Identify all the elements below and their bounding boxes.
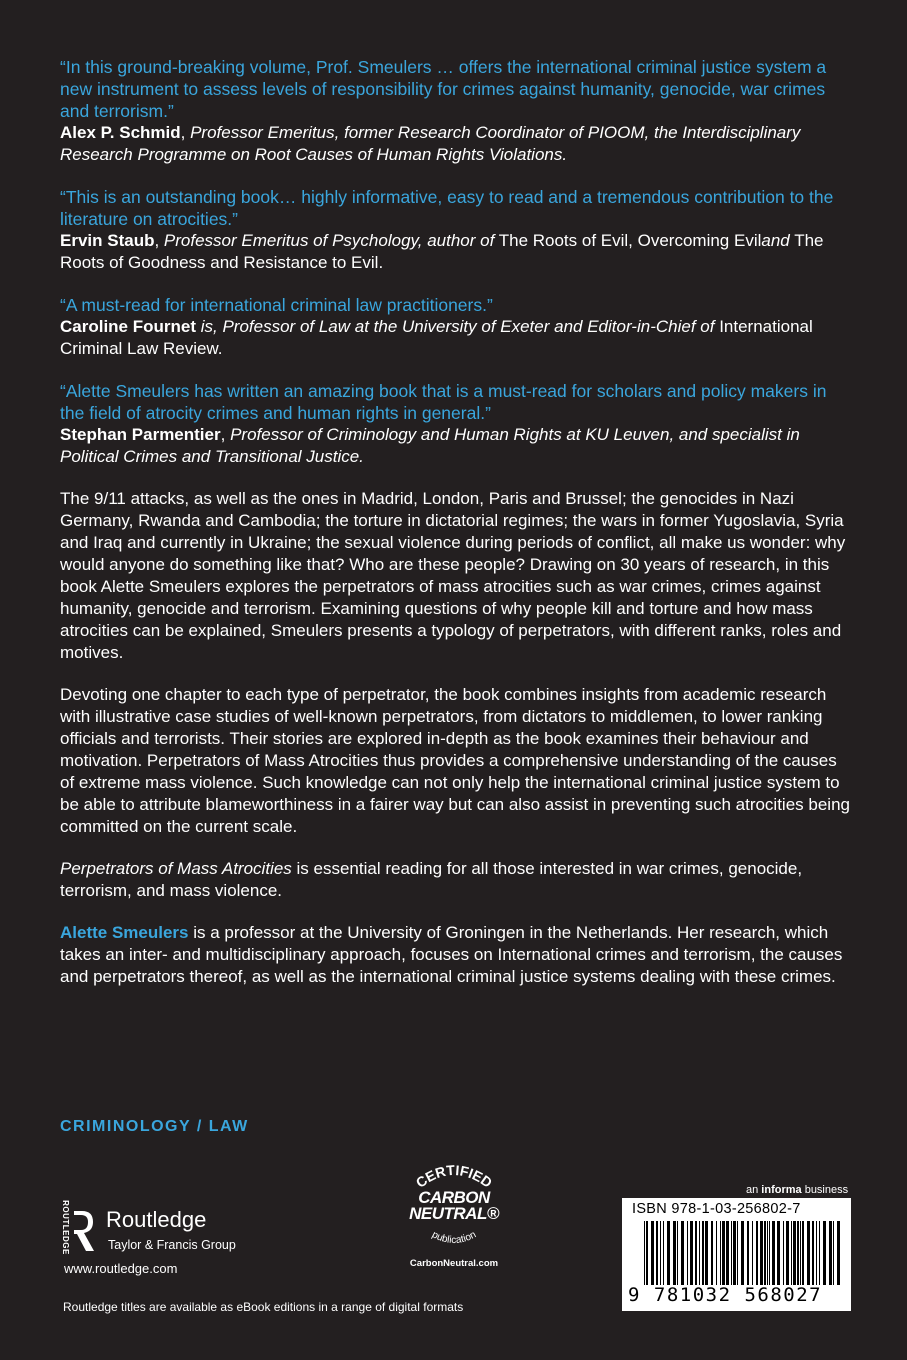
informa-business-tag [746,1184,848,1196]
reviewer-details-and: and [761,231,790,250]
author-bio-text: is a professor at the University of Groningen in the Netherlands. Her research, which takes an inter- and multidisciplinary approach, focuses on International crimes and terrorism, the causes and perpetrators thereof, as well as the international criminal justice systems dealing with these crimes. [60,923,843,986]
review-attribution: Alex P. Schmid, Professor Emeritus, former Research Coordinator of PIOOM, the Interdisciplinary Research Programme on Root Causes of Human Rights Violations. [60,123,801,164]
barcode-bar [646,1221,648,1285]
barcode-bar [786,1221,789,1285]
review-quote: “Alette Smeulers has written an amazing book that is a must-read for scholars and policy makers in the field of atrocity crimes and human rights in general.” [60,381,827,423]
barcode-bar [720,1221,721,1285]
isbn-label: ISBN 978-1-03-256802-7 [632,1201,801,1217]
reviewer-details: Professor Emeritus of Psychology, author of [163,231,495,250]
back-cover-content [60,56,850,988]
blurb-paragraph-2: Devoting one chapter to each type of perpetrator, the book combines insights from academic research with illustrative case studies of well-known perpetrators, from dictators to middlemen, to lower ranking officials and terrorists. Their stories are explored in-depth as the book examines their behaviour and motivation. Perpetrators of Mass Atrocities thus provides a comprehensive understanding of the causes of extreme mass violence. Such knowledge can not only help the international criminal justice system to be able to attribute blameworthiness in a fairer way but can also assist in preventing such atrocities being committed on the current scale. [60,685,850,836]
barcode-bar [644,1221,645,1285]
svg-text:publication [430,1229,478,1246]
barcode-bar [651,1221,654,1285]
author-name: Alette Smeulers [60,923,189,942]
publication-text: publication [429,1229,479,1247]
isbn-barcode [622,1198,851,1311]
review-attribution: Ervin Staub, Professor Emeritus of Psychology, author of The Roots of Evil, Overcoming Eviland The Roots of Goodness and Resistance to Evil. [60,231,824,272]
barcode-bar [656,1221,658,1285]
barcode-bar [663,1221,664,1285]
review-quote: “In this ground-breaking volume, Prof. Smeulers … offers the international criminal justice system a new instrument to assess levels of responsibility for crimes against humanity, genocide, war crimes and terrorism.” [60,57,827,121]
informa-prefix: an [746,1184,762,1196]
barcode-bar [816,1221,817,1285]
barcode-bar [737,1221,738,1285]
ebook-note: Routledge titles are available as eBook editions in a range of digital formats [63,1300,464,1314]
barcode-bar [823,1221,826,1285]
journal-title: International Criminal Law Review. [60,317,813,358]
certified-text: CERTIFIED [412,1161,496,1191]
reviewer-name: Ervin Staub [60,231,155,250]
barcode-bar [702,1221,704,1285]
barcode-bar [837,1221,840,1285]
barcode-bar [819,1221,820,1285]
reviewer-name: Stephan Parmentier [60,425,221,444]
barcode-bar [690,1221,693,1285]
barcode-bar [767,1221,768,1285]
barcode-bar [726,1221,729,1285]
barcode-bar [807,1221,810,1285]
review-parmentier [60,380,850,468]
publisher-logo [60,1200,292,1285]
isbn-digits: 9 781032 568027 [628,1284,823,1306]
carbon-neutral-badge [398,1158,510,1278]
barcode-bar [756,1221,758,1285]
review-fournet [60,294,850,360]
barcode-bar [812,1221,814,1285]
review-attribution: Stephan Parmentier, Professor of Criminology and Human Rights at KU Leuven, and specialist in Political Crimes and Transitional Justice. [60,425,800,466]
barcode-bar [829,1221,832,1285]
carbon-neutral-website: CarbonNeutral.com [409,1258,499,1269]
review-attribution [60,316,850,360]
review-schmid [60,56,850,166]
publisher-name: Routledge [106,1207,207,1232]
barcode-bar [695,1221,697,1285]
barcode-bar [791,1221,792,1285]
barcode-bar [793,1221,796,1285]
publisher-group: Taylor & Francis Group [108,1238,236,1252]
barcode-bar [772,1221,775,1285]
barcode-bar [797,1221,799,1285]
barcode-bar [769,1221,770,1285]
publication-arc-text [398,1224,510,1254]
book-title: Perpetrators of Mass Atrocities [60,859,292,878]
informa-brand: informa [761,1184,802,1196]
review-quote: “This is an outstanding book… highly informative, easy to read and a tremendous contribution to the literature on atrocities.” [60,187,834,229]
reviewer-name: Caroline Fournet [60,317,197,336]
barcode-bar [677,1221,678,1285]
barcode-bar [667,1221,670,1285]
reviewer-details: Professor of Criminology and Human Rights at KU Leuven, and specialist in Political Crimes and Transitional Justice. [60,425,800,466]
author-bio [60,922,850,988]
review-quote: “A must-read for international criminal law practitioners.” [60,295,493,315]
barcode-bar [733,1221,736,1285]
informa-suffix: business [801,1184,849,1196]
barcode-bar [802,1221,804,1285]
carbon-line-1: CARBON [418,1188,490,1207]
reviewer-name: Alex P. Schmid [60,123,181,142]
carbon-neutral-wordmark [402,1190,506,1222]
review-staub [60,186,850,274]
publisher-website: www.routledge.com [64,1261,178,1276]
barcode-bar [760,1221,763,1285]
barcode-bar [741,1221,744,1285]
barcode-bar [660,1221,661,1285]
blurb-paragraph-3 [60,858,850,902]
barcode-bar [722,1221,725,1285]
barcode-bar [731,1221,732,1285]
publisher-vertical-text: ROUTLEDGE [60,1200,70,1255]
svg-text:CERTIFIED [413,1162,495,1191]
barcode-bar [764,1221,766,1285]
barcode-bar [687,1221,688,1285]
barcode-bar [681,1221,684,1285]
barcode-bar [747,1221,749,1285]
barcode-bar [783,1221,784,1285]
barcode-bar [711,1221,713,1285]
barcode-bar [673,1221,676,1285]
book-title: The Roots of Goodness and Resistance to Evil. [60,231,824,272]
blurb-text: is essential reading for all those interested in war crimes, genocide, terrorism, and mass violence. [60,859,803,900]
barcode-bar [777,1221,780,1285]
barcode-bar [833,1221,834,1285]
subject-category: CRIMINOLOGY / LAW [60,1118,249,1135]
barcode-bar [705,1221,708,1285]
book-titles: The Roots of Evil, Overcoming Evil [498,231,762,250]
barcode-bar [800,1221,801,1285]
barcode-bars [644,1221,844,1285]
barcode-bar [752,1221,753,1285]
barcode-bar [716,1221,717,1285]
reviewer-details: Professor Emeritus, former Research Coordinator of PIOOM, the Interdisciplinary Research Programme on Root Causes of Human Rights Violations. [60,123,801,164]
blurb-paragraph-1: The 9/11 attacks, as well as the ones in Madrid, London, Paris and Brussel; the genocides in Nazi Germany, Rwanda and Cambodia; the torture in dictatorial regimes; the wars in former Yugoslavia, Syria and Iraq and currently in Ukraine; the sexual violence during periods of conflict, all make us wonder: why would anyone do something like that? Who are these people? Drawing on 30 years of research, in this book Alette Smeulers explores the perpetrators of mass atrocities such as war crimes, crimes against humanity, genocide and terrorism. Examining questions of why people kill and torture and how mass atrocities can be explained, Smeulers presents a typology of perpetrators, with different ranks, roles and motives. [60,489,846,662]
barcode-bar [699,1221,700,1285]
reviewer-details: is, Professor of Law at the University of Exeter and Editor-in-Chief of [200,317,715,336]
carbon-line-2: NEUTRAL® [409,1204,499,1223]
